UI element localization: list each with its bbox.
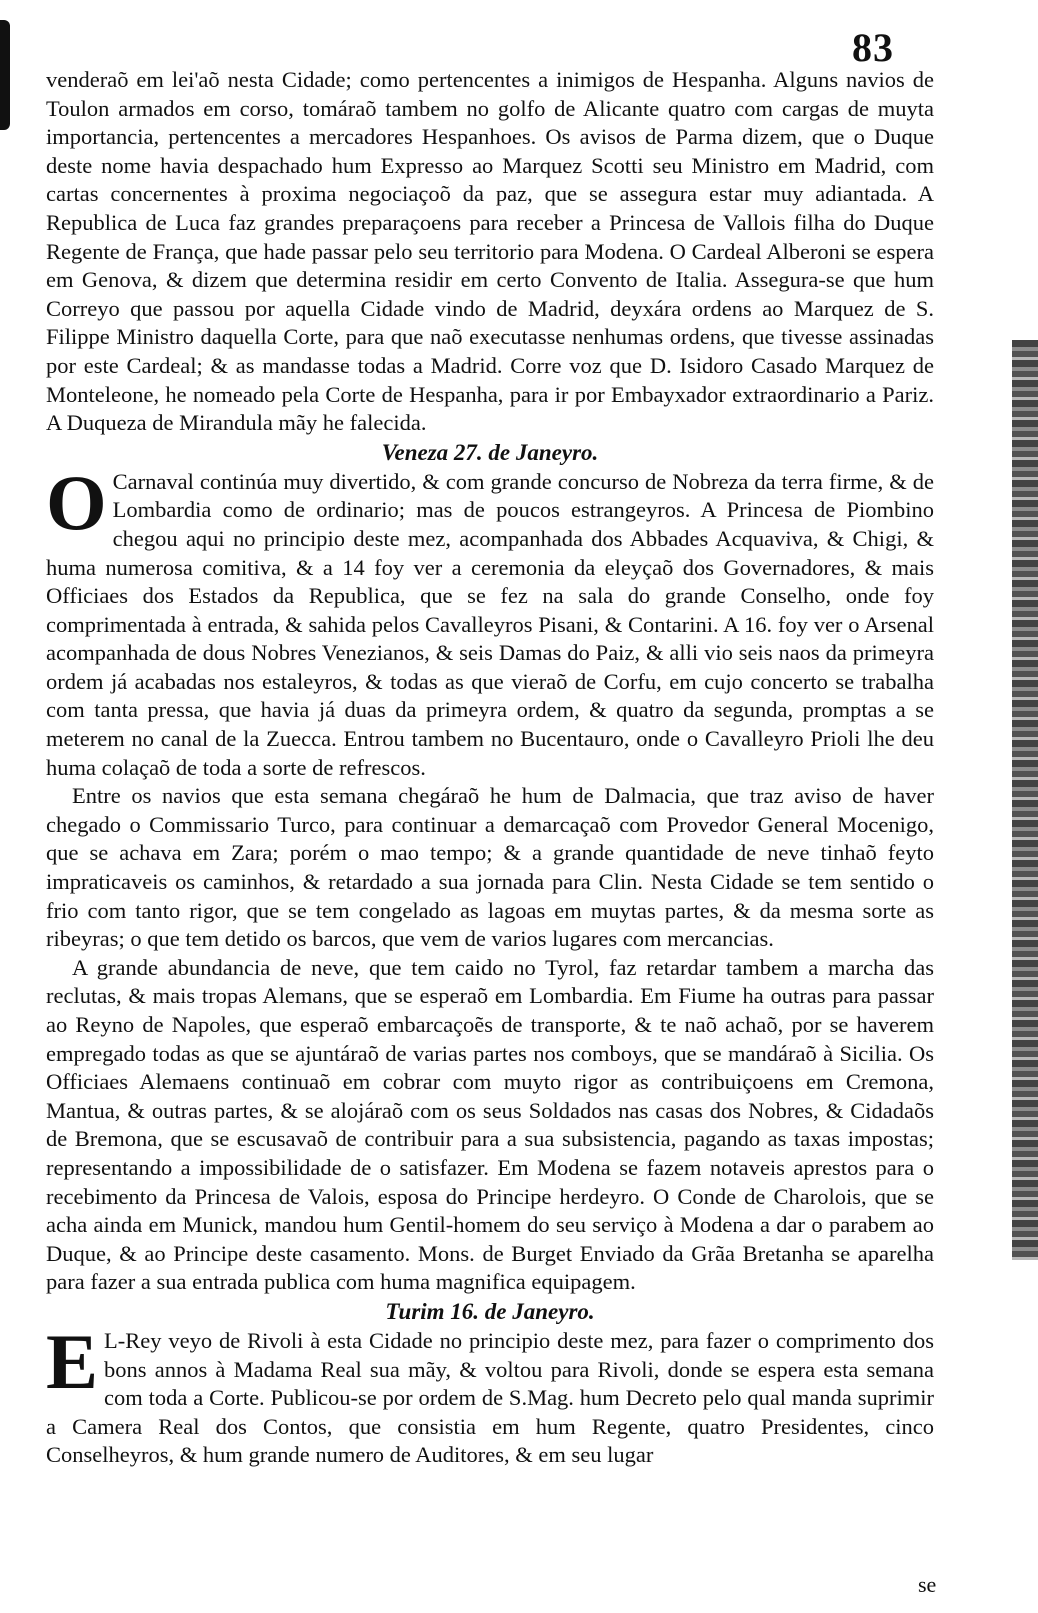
paragraph-veneza-2: Entre os navios que esta semana chegáraõ he hum de Dalmacia, que traz aviso de haver chegado o Commissario Turco, para continuar a demarcaçaõ com Provedor General Mocenigo, que se achava em Zara; porém o mao tempo; & a grande quantidade de neve tinhaõ feyto impraticaveis os caminhos, & retardado a sua jornada para Clin. Nesta Cidade se tem sentido o frio com tanto rigor, que se tem congelado as lagoas em muytas partes, & da mesma sorte as ribeyras; o que tem detido os barcos, que vem de varios lugares com mercancias.: [46, 783, 934, 952]
section-heading-turim: Turim 16. de Janeyro.: [385, 1298, 595, 1324]
paragraph-continuation: venderaõ em lei'aõ nesta Cidade; como pertencentes a inimigos de Hespanha. Alguns navios de Toulon armados em corso, tomáraõ tambem no golfo de Alicante quatro com cargas de muyta importancia, pertencentes a mercadores Hespanhoes. Os avisos de Parma dizem, que o Duque deste nome havia despachado hum Expresso ao Marquez Scotti seu Ministro em Madrid, com cartas concernentes à proxima negociaçoõ da paz, que se assegura estar muy adiantada. A Republica de Luca faz grandes preparaçoens para receber a Princesa de Vallois filha do Duque Regente de França, que hade passar pelo seu territorio para Modena. O Cardeal Alberoni se espera em Genova, & dizem que determina residir em certo Convento de Italia. Assegura-se que hum Correyo que passou por aquella Cidade vindo de Madrid, deyxára ordens ao Marquez de S. Filippe Ministro daquella Corte, para que naõ executasse nenhumas ordens, que tivesse assinadas por este Cardeal; & as mandasse todas a Madrid. Corre voz que D. Isidoro Casado Marquez de Monteleone, he nomeado pela Corte de Hespanha, para ir por Embayxador extraordinario a Pariz. A Duqueza de Mirandula mãy he falecida.: [46, 67, 934, 436]
catchword: se: [918, 1572, 937, 1597]
section-heading-veneza: Veneza 27. de Janeyro.: [381, 439, 599, 465]
adjacent-page-edge: [1012, 340, 1038, 1260]
paragraph-veneza-1-text: Carnaval continúa muy divertido, & com grande concurso de Nobreza da terra firme, & de Lombardia como de ordinario; mas de poucos estrangeyros. A Princesa de Piombino chegou aqui no principio deste mez, acompanhada dos Abbades Acquaviva, & Chigi, & huma numerosa comitiva, & a 14 foy ver a ceremonia da eleyçaõ dos Governadores, & mais Officiaes dos Estados da Republica, que se fez na sala do grande Conselho, onde foy comprimentada à entrada, & sahida pelos Cavalleyros Pisani, & Contarini. A 16. foy ver o Arsenal acompanhada de dous Nobres Venezianos, & seis Damas do Paiz, & alli vio seis naos da primeyra ordem já acabadas nos estaleyros, & todas as que vieraõ de Corfu, em cujo concerto se trabalha com tanta pressa, que havia já duas da primeyra ordem, & quatro da segunda, promptas a se meterem no canal de la Zuecca. Entrou tambem no Bucentauro, onde o Cavalleyro Prioli lhe deu huma colaçaõ de toda a sorte de refrescos.: [46, 468, 934, 780]
paragraph-turim-1-text: L-Rey veyo de Rivoli à esta Cidade no principio deste mez, para fazer o comprimento dos bons annos à Madama Real sua mãy, & voltou para Rivoli, donde se espera esta semana com toda a Corte. Publicou-se por ordem de S.Mag. hum Decreto pelo qual manda suprimir a Camera Real dos Contos, que consistia em hum Regente, quatro Presidentes, cinco Conselheyros, & hum grande numero de Auditores, & em seu lugar: [46, 1327, 934, 1468]
drop-cap-turim: E: [46, 1317, 99, 1405]
drop-cap-veneza: O: [46, 458, 107, 546]
paragraph-veneza-3: A grande abundancia de neve, que tem caido no Tyrol, faz retardar tambem a marcha das reclutas, & mais tropas Alemans, que se esperaõ em Lombardia. Em Fiume ha outras para passar ao Reyno de Napoles, que esperaõ embarcaçoẽs de transporte, & te naõ achaõ, por se haverem empregado todas as que se ajuntáraõ de varias partes nos comboys, que se mandáraõ à Sicilia. Os Officiaes Alemaens continuaõ em cobrar com muyto rigor as contribuiçoens em Cremona, Mantua, & outras partes, & se alojáraõ com os seus Soldados nas casas dos Nobres, & Cidadaõs de Bremona, que se escusavaõ de contribuir para a sua subsistencia, pagando as taxas impostas; representando a impossibilidade de o satisfazer. Em Modena se fazem notaveis aprestos para o recebimento da Princesa de Valois, esposa do Principe herdeyro. O Conde de Charolois, que se acha ainda em Munick, mandou hum Gentil-homem do seu serviço à Modena a dar o parabem ao Duque, & ao Principe deste casamento. Mons. de Burget Enviado da Grãa Bretanha se aparelha para fazer a sua entrada publica com huma magnifica equipagem.: [46, 954, 934, 1295]
paragraph-veneza-1: [46, 458, 934, 783]
page-body: [46, 66, 934, 1470]
paragraph-turim-1: [46, 1317, 934, 1470]
page-edge-shadow: [0, 20, 10, 130]
page-number: 83: [852, 25, 894, 70]
